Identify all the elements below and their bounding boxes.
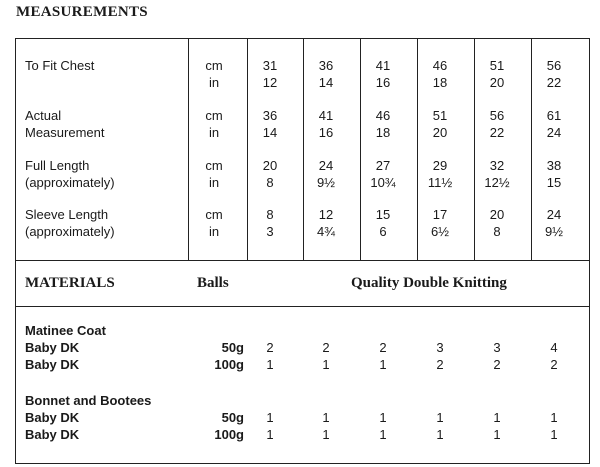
size-value: 29 xyxy=(432,158,448,173)
size-value: 46 xyxy=(375,108,391,123)
column-divider xyxy=(188,38,189,260)
yarn-name: Baby DK xyxy=(25,427,80,442)
unit-label: cm xyxy=(205,58,223,73)
ball-count: 1 xyxy=(436,427,444,442)
size-value: 22 xyxy=(546,75,562,90)
size-value: 24 xyxy=(546,207,562,222)
size-value: 51 xyxy=(432,108,448,123)
unit-label: in xyxy=(208,75,220,90)
size-value: 15 xyxy=(375,207,391,222)
size-value: 41 xyxy=(375,58,391,73)
ball-count: 1 xyxy=(322,357,330,372)
ball-count: 1 xyxy=(379,357,387,372)
size-value: 15 xyxy=(546,175,562,190)
size-value: 36 xyxy=(262,108,278,123)
ball-count: 1 xyxy=(322,427,330,442)
ball-count: 3 xyxy=(436,340,444,355)
yarn-name: Baby DK xyxy=(25,357,80,372)
size-value: 12 xyxy=(262,75,278,90)
size-value: 24 xyxy=(546,125,562,140)
size-value: 20 xyxy=(262,158,278,173)
size-value: 8 xyxy=(266,207,274,222)
size-value: 12 xyxy=(318,207,334,222)
row-label: (approximately) xyxy=(25,175,115,190)
size-value: 31 xyxy=(262,58,278,73)
ball-count: 1 xyxy=(493,410,501,425)
size-value: 56 xyxy=(489,108,505,123)
column-divider xyxy=(474,38,475,260)
size-value: 11½ xyxy=(427,175,453,190)
row-label: Actual xyxy=(25,108,62,123)
column-divider xyxy=(247,38,248,260)
column-divider xyxy=(360,38,361,260)
unit-label: in xyxy=(208,125,220,140)
ball-count: 1 xyxy=(493,427,501,442)
size-value: 61 xyxy=(546,108,562,123)
ball-count: 1 xyxy=(436,410,444,425)
unit-label: cm xyxy=(205,207,223,222)
size-value: 38 xyxy=(546,158,562,173)
size-value: 14 xyxy=(318,75,334,90)
ball-count: 2 xyxy=(379,340,387,355)
size-value: 4¾ xyxy=(316,224,336,239)
ball-weight: 100g xyxy=(214,357,244,372)
size-value: 46 xyxy=(432,58,448,73)
size-value: 17 xyxy=(432,207,448,222)
size-value: 3 xyxy=(266,224,274,239)
size-value: 18 xyxy=(432,75,448,90)
ball-weight: 100g xyxy=(214,427,244,442)
ball-count: 2 xyxy=(266,340,274,355)
yarn-name: Baby DK xyxy=(25,410,80,425)
size-value: 51 xyxy=(489,58,505,73)
row-label: Measurement xyxy=(25,125,105,140)
ball-count: 1 xyxy=(266,427,274,442)
ball-count: 1 xyxy=(550,410,558,425)
page-title: MEASUREMENTS xyxy=(16,4,148,20)
ball-count: 1 xyxy=(550,427,558,442)
size-value: 20 xyxy=(432,125,448,140)
size-value: 56 xyxy=(546,58,562,73)
materials-heading: MATERIALS xyxy=(25,275,115,291)
column-divider xyxy=(417,38,418,260)
ball-count: 2 xyxy=(436,357,444,372)
size-value: 10¾ xyxy=(370,175,396,190)
ball-count: 2 xyxy=(493,357,501,372)
section-divider xyxy=(15,260,590,261)
size-value: 41 xyxy=(318,108,334,123)
garment-name: Bonnet and Bootees xyxy=(25,393,152,408)
section-divider xyxy=(15,306,590,307)
column-divider xyxy=(531,38,532,260)
size-value: 36 xyxy=(318,58,334,73)
size-value: 20 xyxy=(489,207,505,222)
size-value: 32 xyxy=(489,158,505,173)
ball-count: 2 xyxy=(322,340,330,355)
ball-count: 1 xyxy=(266,357,274,372)
ball-count: 1 xyxy=(379,410,387,425)
size-value: 12½ xyxy=(484,175,510,190)
size-value: 16 xyxy=(375,75,391,90)
size-value: 27 xyxy=(375,158,391,173)
ball-count: 1 xyxy=(322,410,330,425)
size-value: 20 xyxy=(489,75,505,90)
ball-weight: 50g xyxy=(221,340,244,355)
ball-count: 3 xyxy=(493,340,501,355)
ball-weight: 50g xyxy=(221,410,244,425)
garment-name: Matinee Coat xyxy=(25,323,106,338)
size-value: 18 xyxy=(375,125,391,140)
row-label: Full Length xyxy=(25,158,90,173)
size-value: 6 xyxy=(379,224,387,239)
ball-count: 1 xyxy=(266,410,274,425)
row-label: (approximately) xyxy=(25,224,115,239)
unit-label: cm xyxy=(205,108,223,123)
size-value: 9½ xyxy=(316,175,336,190)
size-value: 6½ xyxy=(430,224,450,239)
unit-label: cm xyxy=(205,158,223,173)
unit-label: in xyxy=(208,175,220,190)
size-value: 8 xyxy=(493,224,501,239)
size-value: 16 xyxy=(318,125,334,140)
column-divider xyxy=(303,38,304,260)
unit-label: in xyxy=(208,224,220,239)
ball-count: 4 xyxy=(550,340,558,355)
ball-count: 2 xyxy=(550,357,558,372)
row-label: Sleeve Length xyxy=(25,207,109,222)
size-value: 24 xyxy=(318,158,334,173)
size-value: 22 xyxy=(489,125,505,140)
ball-count: 1 xyxy=(379,427,387,442)
size-value: 14 xyxy=(262,125,278,140)
balls-heading: Balls xyxy=(197,275,229,291)
row-label: To Fit Chest xyxy=(25,58,95,73)
yarn-name: Baby DK xyxy=(25,340,80,355)
quality-heading: Quality Double Knitting xyxy=(351,275,507,291)
size-value: 9½ xyxy=(544,224,564,239)
size-value: 8 xyxy=(266,175,274,190)
